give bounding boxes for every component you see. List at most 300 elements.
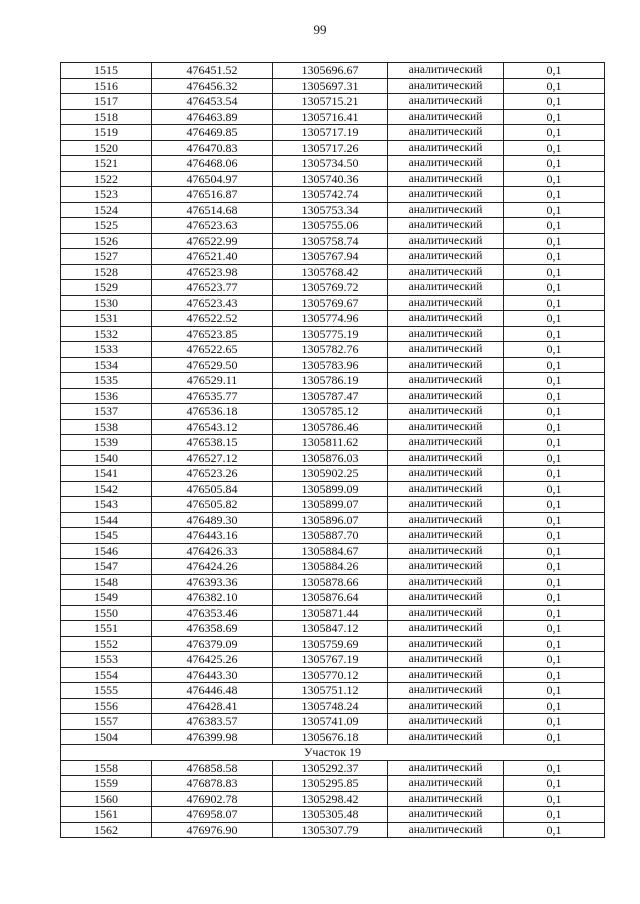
- point-number-cell: 1538: [61, 419, 152, 435]
- table-row: [61, 280, 605, 296]
- accuracy-cell: 0,1: [504, 78, 605, 94]
- table-row: [61, 326, 605, 342]
- y-coordinate-cell: 1305715.21: [273, 94, 388, 110]
- y-coordinate-cell: 1305753.34: [273, 202, 388, 218]
- point-number-cell: 1554: [61, 667, 152, 683]
- table-row: [61, 342, 605, 358]
- accuracy-cell: 0,1: [504, 373, 605, 389]
- method-cell: аналитический: [388, 249, 504, 265]
- point-number-cell: 1551: [61, 621, 152, 637]
- y-coordinate-cell: 1305767.94: [273, 249, 388, 265]
- x-coordinate-cell: 476489.30: [152, 512, 273, 528]
- x-coordinate-cell: 476358.69: [152, 621, 273, 637]
- section-row-group: [61, 745, 605, 761]
- x-coordinate-cell: 476523.26: [152, 466, 273, 482]
- y-coordinate-cell: 1305740.36: [273, 171, 388, 187]
- table-row: [61, 791, 605, 807]
- method-cell: аналитический: [388, 636, 504, 652]
- table-row: [61, 78, 605, 94]
- x-coordinate-cell: 476521.40: [152, 249, 273, 265]
- table-row: [61, 528, 605, 544]
- accuracy-cell: 0,1: [504, 760, 605, 776]
- point-number-cell: 1522: [61, 171, 152, 187]
- accuracy-cell: 0,1: [504, 125, 605, 141]
- table-row: [61, 652, 605, 668]
- x-coordinate-cell: 476443.16: [152, 528, 273, 544]
- method-cell: аналитический: [388, 760, 504, 776]
- y-coordinate-cell: 1305717.19: [273, 125, 388, 141]
- point-number-cell: 1547: [61, 559, 152, 575]
- table-row: [61, 218, 605, 234]
- table-row: [61, 636, 605, 652]
- y-coordinate-cell: 1305902.25: [273, 466, 388, 482]
- y-coordinate-cell: 1305741.09: [273, 714, 388, 730]
- method-cell: аналитический: [388, 373, 504, 389]
- point-number-cell: 1549: [61, 590, 152, 606]
- accuracy-cell: 0,1: [504, 605, 605, 621]
- x-coordinate-cell: 476382.10: [152, 590, 273, 606]
- x-coordinate-cell: 476878.83: [152, 776, 273, 792]
- point-number-cell: 1546: [61, 543, 152, 559]
- accuracy-cell: 0,1: [504, 326, 605, 342]
- y-coordinate-cell: 1305770.12: [273, 667, 388, 683]
- table-row: [61, 109, 605, 125]
- x-coordinate-cell: 476522.52: [152, 311, 273, 327]
- point-number-cell: 1519: [61, 125, 152, 141]
- y-coordinate-cell: 1305787.47: [273, 388, 388, 404]
- accuracy-cell: 0,1: [504, 311, 605, 327]
- accuracy-cell: 0,1: [504, 295, 605, 311]
- x-coordinate-cell: 476504.97: [152, 171, 273, 187]
- y-coordinate-cell: 1305768.42: [273, 264, 388, 280]
- accuracy-cell: 0,1: [504, 652, 605, 668]
- method-cell: аналитический: [388, 419, 504, 435]
- table-row: [61, 233, 605, 249]
- x-coordinate-cell: 476976.90: [152, 822, 273, 838]
- method-cell: аналитический: [388, 776, 504, 792]
- y-coordinate-cell: 1305295.85: [273, 776, 388, 792]
- point-number-cell: 1537: [61, 404, 152, 420]
- point-number-cell: 1557: [61, 714, 152, 730]
- accuracy-cell: 0,1: [504, 574, 605, 590]
- accuracy-cell: 0,1: [504, 481, 605, 497]
- y-coordinate-cell: 1305696.67: [273, 63, 388, 79]
- point-number-cell: 1516: [61, 78, 152, 94]
- method-cell: аналитический: [388, 512, 504, 528]
- y-coordinate-cell: 1305876.03: [273, 450, 388, 466]
- table-row: [61, 311, 605, 327]
- method-cell: аналитический: [388, 233, 504, 249]
- method-cell: аналитический: [388, 140, 504, 156]
- method-cell: аналитический: [388, 264, 504, 280]
- table-row: [61, 822, 605, 838]
- accuracy-cell: 0,1: [504, 388, 605, 404]
- table-row: [61, 543, 605, 559]
- method-cell: аналитический: [388, 280, 504, 296]
- method-cell: аналитический: [388, 125, 504, 141]
- point-number-cell: 1535: [61, 373, 152, 389]
- table-row: [61, 94, 605, 110]
- table-row: [61, 807, 605, 823]
- y-coordinate-cell: 1305783.96: [273, 357, 388, 373]
- accuracy-cell: 0,1: [504, 187, 605, 203]
- method-cell: аналитический: [388, 497, 504, 513]
- x-coordinate-cell: 476523.77: [152, 280, 273, 296]
- point-number-cell: 1515: [61, 63, 152, 79]
- table-row: [61, 497, 605, 513]
- point-number-cell: 1561: [61, 807, 152, 823]
- x-coordinate-cell: 476529.50: [152, 357, 273, 373]
- table-row: [61, 156, 605, 172]
- y-coordinate-cell: 1305716.41: [273, 109, 388, 125]
- point-number-cell: 1504: [61, 729, 152, 745]
- method-cell: аналитический: [388, 295, 504, 311]
- x-coordinate-cell: 476453.54: [152, 94, 273, 110]
- point-number-cell: 1558: [61, 760, 152, 776]
- point-number-cell: 1555: [61, 683, 152, 699]
- accuracy-cell: 0,1: [504, 512, 605, 528]
- table-row: [61, 125, 605, 141]
- accuracy-cell: 0,1: [504, 156, 605, 172]
- method-cell: аналитический: [388, 171, 504, 187]
- x-coordinate-cell: 476379.09: [152, 636, 273, 652]
- method-cell: аналитический: [388, 326, 504, 342]
- method-cell: аналитический: [388, 481, 504, 497]
- point-number-cell: 1520: [61, 140, 152, 156]
- method-cell: аналитический: [388, 807, 504, 823]
- accuracy-cell: 0,1: [504, 621, 605, 637]
- accuracy-cell: 0,1: [504, 714, 605, 730]
- accuracy-cell: 0,1: [504, 109, 605, 125]
- accuracy-cell: 0,1: [504, 729, 605, 745]
- y-coordinate-cell: 1305899.09: [273, 481, 388, 497]
- y-coordinate-cell: 1305876.64: [273, 590, 388, 606]
- point-number-cell: 1527: [61, 249, 152, 265]
- accuracy-cell: 0,1: [504, 683, 605, 699]
- table-row: [61, 264, 605, 280]
- y-coordinate-cell: 1305774.96: [273, 311, 388, 327]
- x-coordinate-cell: 476505.84: [152, 481, 273, 497]
- method-cell: аналитический: [388, 187, 504, 203]
- point-number-cell: 1539: [61, 435, 152, 451]
- y-coordinate-cell: 1305298.42: [273, 791, 388, 807]
- x-coordinate-cell: 476383.57: [152, 714, 273, 730]
- table-row: [61, 621, 605, 637]
- accuracy-cell: 0,1: [504, 171, 605, 187]
- accuracy-cell: 0,1: [504, 667, 605, 683]
- y-coordinate-cell: 1305871.44: [273, 605, 388, 621]
- point-number-cell: 1525: [61, 218, 152, 234]
- table-row: [61, 373, 605, 389]
- point-number-cell: 1552: [61, 636, 152, 652]
- accuracy-cell: 0,1: [504, 776, 605, 792]
- point-number-cell: 1550: [61, 605, 152, 621]
- y-coordinate-cell: 1305734.50: [273, 156, 388, 172]
- accuracy-cell: 0,1: [504, 698, 605, 714]
- method-cell: аналитический: [388, 621, 504, 637]
- table-row: [61, 171, 605, 187]
- x-coordinate-cell: 476463.89: [152, 109, 273, 125]
- x-coordinate-cell: 476428.41: [152, 698, 273, 714]
- page-number: 99: [313, 22, 327, 37]
- y-coordinate-cell: 1305305.48: [273, 807, 388, 823]
- accuracy-cell: 0,1: [504, 807, 605, 823]
- y-coordinate-cell: 1305751.12: [273, 683, 388, 699]
- method-cell: аналитический: [388, 652, 504, 668]
- y-coordinate-cell: 1305786.19: [273, 373, 388, 389]
- point-number-cell: 1518: [61, 109, 152, 125]
- accuracy-cell: 0,1: [504, 63, 605, 79]
- method-cell: аналитический: [388, 683, 504, 699]
- accuracy-cell: 0,1: [504, 218, 605, 234]
- accuracy-cell: 0,1: [504, 791, 605, 807]
- x-coordinate-cell: 476543.12: [152, 419, 273, 435]
- method-cell: аналитический: [388, 729, 504, 745]
- table-row: [61, 760, 605, 776]
- method-cell: аналитический: [388, 78, 504, 94]
- y-coordinate-cell: 1305884.67: [273, 543, 388, 559]
- method-cell: аналитический: [388, 450, 504, 466]
- accuracy-cell: 0,1: [504, 559, 605, 575]
- y-coordinate-cell: 1305767.19: [273, 652, 388, 668]
- y-coordinate-cell: 1305847.12: [273, 621, 388, 637]
- section-row: [61, 745, 605, 761]
- x-coordinate-cell: 476958.07: [152, 807, 273, 823]
- x-coordinate-cell: 476426.33: [152, 543, 273, 559]
- table-row: [61, 249, 605, 265]
- x-coordinate-cell: 476505.82: [152, 497, 273, 513]
- y-coordinate-cell: 1305769.67: [273, 295, 388, 311]
- method-cell: аналитический: [388, 590, 504, 606]
- method-cell: аналитический: [388, 404, 504, 420]
- table-row: [61, 357, 605, 373]
- x-coordinate-cell: 476536.18: [152, 404, 273, 420]
- y-coordinate-cell: 1305884.26: [273, 559, 388, 575]
- point-number-cell: 1541: [61, 466, 152, 482]
- section-title: Участок 19: [61, 745, 605, 761]
- x-coordinate-cell: 476523.43: [152, 295, 273, 311]
- y-coordinate-cell: 1305896.07: [273, 512, 388, 528]
- point-number-cell: 1553: [61, 652, 152, 668]
- table-row: [61, 466, 605, 482]
- y-coordinate-cell: 1305292.37: [273, 760, 388, 776]
- y-coordinate-cell: 1305878.66: [273, 574, 388, 590]
- accuracy-cell: 0,1: [504, 636, 605, 652]
- x-coordinate-cell: 476535.77: [152, 388, 273, 404]
- method-cell: аналитический: [388, 357, 504, 373]
- method-cell: аналитический: [388, 667, 504, 683]
- y-coordinate-cell: 1305676.18: [273, 729, 388, 745]
- y-coordinate-cell: 1305748.24: [273, 698, 388, 714]
- y-coordinate-cell: 1305742.74: [273, 187, 388, 203]
- accuracy-cell: 0,1: [504, 466, 605, 482]
- accuracy-cell: 0,1: [504, 497, 605, 513]
- x-coordinate-cell: 476451.52: [152, 63, 273, 79]
- table-row: [61, 140, 605, 156]
- table-row: [61, 388, 605, 404]
- point-number-cell: 1529: [61, 280, 152, 296]
- point-number-cell: 1524: [61, 202, 152, 218]
- accuracy-cell: 0,1: [504, 342, 605, 358]
- method-cell: аналитический: [388, 218, 504, 234]
- point-number-cell: 1521: [61, 156, 152, 172]
- accuracy-cell: 0,1: [504, 357, 605, 373]
- x-coordinate-cell: 476514.68: [152, 202, 273, 218]
- x-coordinate-cell: 476470.83: [152, 140, 273, 156]
- table-row: [61, 63, 605, 79]
- accuracy-cell: 0,1: [504, 94, 605, 110]
- table-row: [61, 574, 605, 590]
- method-cell: аналитический: [388, 156, 504, 172]
- accuracy-cell: 0,1: [504, 822, 605, 838]
- point-number-cell: 1540: [61, 450, 152, 466]
- method-cell: аналитический: [388, 342, 504, 358]
- accuracy-cell: 0,1: [504, 404, 605, 420]
- method-cell: аналитический: [388, 791, 504, 807]
- x-coordinate-cell: 476443.30: [152, 667, 273, 683]
- point-number-cell: 1531: [61, 311, 152, 327]
- x-coordinate-cell: 476523.63: [152, 218, 273, 234]
- x-coordinate-cell: 476523.85: [152, 326, 273, 342]
- point-number-cell: 1560: [61, 791, 152, 807]
- table-row: [61, 605, 605, 621]
- x-coordinate-cell: 476424.26: [152, 559, 273, 575]
- accuracy-cell: 0,1: [504, 419, 605, 435]
- accuracy-cell: 0,1: [504, 450, 605, 466]
- point-number-cell: 1548: [61, 574, 152, 590]
- y-coordinate-cell: 1305758.74: [273, 233, 388, 249]
- x-coordinate-cell: 476516.87: [152, 187, 273, 203]
- table-row: [61, 667, 605, 683]
- x-coordinate-cell: 476858.58: [152, 760, 273, 776]
- point-number-cell: 1530: [61, 295, 152, 311]
- x-coordinate-cell: 476902.78: [152, 791, 273, 807]
- x-coordinate-cell: 476529.11: [152, 373, 273, 389]
- method-cell: аналитический: [388, 435, 504, 451]
- point-number-cell: 1532: [61, 326, 152, 342]
- y-coordinate-cell: 1305785.12: [273, 404, 388, 420]
- y-coordinate-cell: 1305786.46: [273, 419, 388, 435]
- x-coordinate-cell: 476538.15: [152, 435, 273, 451]
- point-number-cell: 1526: [61, 233, 152, 249]
- y-coordinate-cell: 1305811.62: [273, 435, 388, 451]
- table-row: [61, 776, 605, 792]
- table-row: [61, 202, 605, 218]
- y-coordinate-cell: 1305769.72: [273, 280, 388, 296]
- accuracy-cell: 0,1: [504, 233, 605, 249]
- table-row: [61, 590, 605, 606]
- table-row: [61, 512, 605, 528]
- point-number-cell: 1542: [61, 481, 152, 497]
- method-cell: аналитический: [388, 714, 504, 730]
- point-number-cell: 1534: [61, 357, 152, 373]
- coordinates-table: [60, 62, 605, 838]
- x-coordinate-cell: 476425.26: [152, 652, 273, 668]
- accuracy-cell: 0,1: [504, 264, 605, 280]
- method-cell: аналитический: [388, 559, 504, 575]
- y-coordinate-cell: 1305717.26: [273, 140, 388, 156]
- table-row: [61, 683, 605, 699]
- method-cell: аналитический: [388, 822, 504, 838]
- table-body-after-section: [61, 760, 605, 838]
- y-coordinate-cell: 1305759.69: [273, 636, 388, 652]
- point-number-cell: 1543: [61, 497, 152, 513]
- point-number-cell: 1544: [61, 512, 152, 528]
- method-cell: аналитический: [388, 109, 504, 125]
- method-cell: аналитический: [388, 543, 504, 559]
- x-coordinate-cell: 476523.98: [152, 264, 273, 280]
- table-row: [61, 435, 605, 451]
- method-cell: аналитический: [388, 202, 504, 218]
- method-cell: аналитический: [388, 63, 504, 79]
- table-row: [61, 729, 605, 745]
- table-row: [61, 559, 605, 575]
- x-coordinate-cell: 476469.85: [152, 125, 273, 141]
- table-row: [61, 481, 605, 497]
- point-number-cell: 1528: [61, 264, 152, 280]
- point-number-cell: 1517: [61, 94, 152, 110]
- accuracy-cell: 0,1: [504, 280, 605, 296]
- method-cell: аналитический: [388, 466, 504, 482]
- method-cell: аналитический: [388, 605, 504, 621]
- table-row: [61, 295, 605, 311]
- x-coordinate-cell: 476353.46: [152, 605, 273, 621]
- accuracy-cell: 0,1: [504, 528, 605, 544]
- table-row: [61, 404, 605, 420]
- x-coordinate-cell: 476522.99: [152, 233, 273, 249]
- x-coordinate-cell: 476456.32: [152, 78, 273, 94]
- point-number-cell: 1523: [61, 187, 152, 203]
- table-row: [61, 698, 605, 714]
- y-coordinate-cell: 1305775.19: [273, 326, 388, 342]
- point-number-cell: 1533: [61, 342, 152, 358]
- accuracy-cell: 0,1: [504, 590, 605, 606]
- table-body-before-section: [61, 63, 605, 745]
- method-cell: аналитический: [388, 698, 504, 714]
- point-number-cell: 1559: [61, 776, 152, 792]
- point-number-cell: 1556: [61, 698, 152, 714]
- x-coordinate-cell: 476393.36: [152, 574, 273, 590]
- x-coordinate-cell: 476522.65: [152, 342, 273, 358]
- x-coordinate-cell: 476527.12: [152, 450, 273, 466]
- x-coordinate-cell: 476468.06: [152, 156, 273, 172]
- x-coordinate-cell: 476399.98: [152, 729, 273, 745]
- accuracy-cell: 0,1: [504, 140, 605, 156]
- method-cell: аналитический: [388, 528, 504, 544]
- x-coordinate-cell: 476446.48: [152, 683, 273, 699]
- y-coordinate-cell: 1305307.79: [273, 822, 388, 838]
- point-number-cell: 1562: [61, 822, 152, 838]
- method-cell: аналитический: [388, 574, 504, 590]
- y-coordinate-cell: 1305899.07: [273, 497, 388, 513]
- accuracy-cell: 0,1: [504, 435, 605, 451]
- y-coordinate-cell: 1305697.31: [273, 78, 388, 94]
- accuracy-cell: 0,1: [504, 543, 605, 559]
- y-coordinate-cell: 1305887.70: [273, 528, 388, 544]
- accuracy-cell: 0,1: [504, 249, 605, 265]
- method-cell: аналитический: [388, 388, 504, 404]
- point-number-cell: 1536: [61, 388, 152, 404]
- accuracy-cell: 0,1: [504, 202, 605, 218]
- point-number-cell: 1545: [61, 528, 152, 544]
- y-coordinate-cell: 1305755.06: [273, 218, 388, 234]
- table-row: [61, 187, 605, 203]
- method-cell: аналитический: [388, 311, 504, 327]
- y-coordinate-cell: 1305782.76: [273, 342, 388, 358]
- method-cell: аналитический: [388, 94, 504, 110]
- table-row: [61, 714, 605, 730]
- table-row: [61, 450, 605, 466]
